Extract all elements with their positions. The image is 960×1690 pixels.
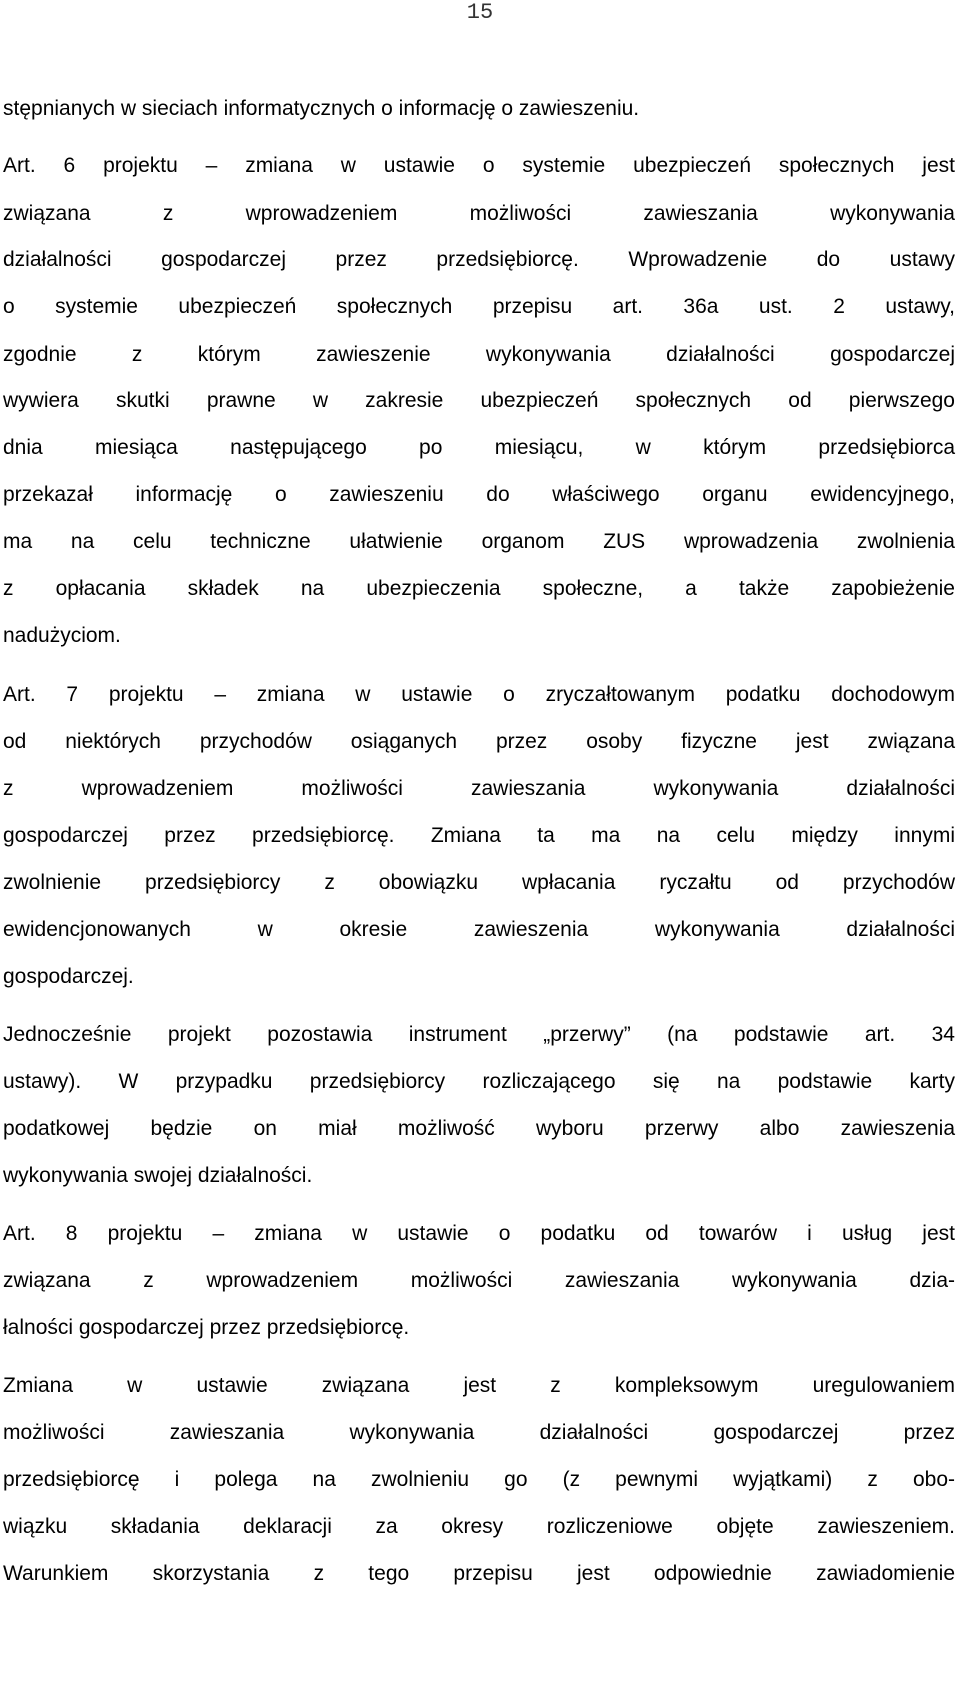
text-line: z wprowadzeniem możliwości zawieszania wykonywania działalności xyxy=(3,777,955,800)
text-line: Jednocześnie projekt pozostawia instrument „przerwy” (na podstawie art. 34 xyxy=(3,1023,955,1046)
text-line: ewidencjonowanych w okresie zawieszenia wykonywania działalności xyxy=(3,918,955,941)
text-line: dnia miesiąca następującego po miesiącu, w którym przedsiębiorca xyxy=(3,436,955,459)
text-line: ustawy). W przypadku przedsiębiorcy rozliczającego się na podstawie karty xyxy=(3,1070,955,1093)
text-line: wiązku składania deklaracji za okresy rozliczeniowe objęte zawieszeniem. xyxy=(3,1515,955,1538)
text-line: związana z wprowadzeniem możliwości zawieszania wykonywania xyxy=(3,202,955,225)
text-line: zwolnienie przedsiębiorcy z obowiązku wpłacania ryczałtu od przychodów xyxy=(3,871,955,894)
text-line: łalności gospodarczej przez przedsiębiorcę. xyxy=(3,1316,410,1339)
page-number: 15 xyxy=(466,0,494,25)
text-line: działalności gospodarczej przez przedsiębiorcę. Wprowadzenie do ustawy xyxy=(3,248,955,271)
text-line: przekazał informację o zawieszeniu do właściwego organu ewidencyjnego, xyxy=(3,483,955,506)
text-line: Zmiana w ustawie związana jest z kompleksowym uregulowaniem xyxy=(3,1374,955,1397)
text-line: o systemie ubezpieczeń społecznych przepisu art. 36a ust. 2 ustawy, xyxy=(3,295,955,318)
text-line: możliwości zawieszania wykonywania działalności gospodarczej przez xyxy=(3,1421,955,1444)
text-line: przedsiębiorcę i polega na zwolnieniu go (z pewnymi wyjątkami) z obo- xyxy=(3,1468,955,1491)
text-line: podatkowej będzie on miał możliwość wyboru przerwy albo zawieszenia xyxy=(3,1117,955,1140)
text-line: Art. 7 projektu – zmiana w ustawie o zryczałtowanym podatku dochodowym xyxy=(3,683,955,706)
text-line: wykonywania swojej działalności. xyxy=(3,1164,313,1187)
text-line: od niektórych przychodów osiąganych przez osoby fizyczne jest związana xyxy=(3,730,955,753)
text-line: związana z wprowadzeniem możliwości zawieszania wykonywania dzia- xyxy=(3,1269,955,1292)
text-line: nadużyciom. xyxy=(3,624,121,647)
text-line: gospodarczej. xyxy=(3,965,134,988)
text-line: ma na celu techniczne ułatwienie organom ZUS wprowadzenia zwolnienia xyxy=(3,530,955,553)
text-line: Art. 6 projektu – zmiana w ustawie o systemie ubezpieczeń społecznych jest xyxy=(3,154,955,177)
text-line: Art. 8 projektu – zmiana w ustawie o podatku od towarów i usług jest xyxy=(3,1222,955,1245)
text-line: Warunkiem skorzystania z tego przepisu jest odpowiednie zawiadomienie xyxy=(3,1562,955,1585)
text-line: wywiera skutki prawne w zakresie ubezpieczeń społecznych od pierwszego xyxy=(3,389,955,412)
text-line: zgodnie z którym zawieszenie wykonywania działalności gospodarczej xyxy=(3,343,955,366)
text-line: z opłacania składek na ubezpieczenia społeczne, a także zapobieżenie xyxy=(3,577,955,600)
text-line: stępnianych w sieciach informatycznych o informację o zawieszeniu. xyxy=(3,97,640,120)
text-line: gospodarczej przez przedsiębiorcę. Zmiana ta ma na celu między innymi xyxy=(3,824,955,847)
